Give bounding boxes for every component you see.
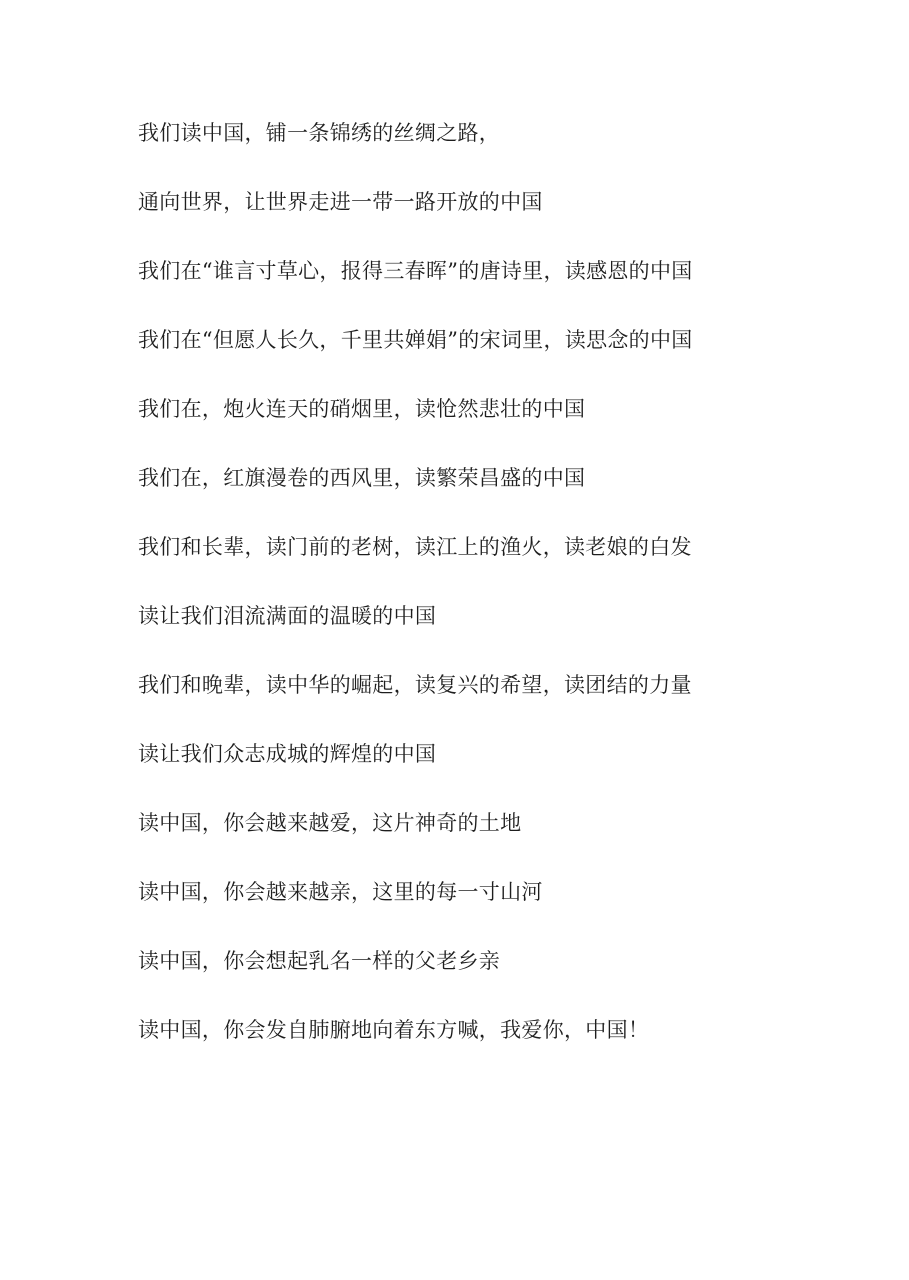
poem-line: 读中国，你会越来越亲，这里的每一寸山河 [138, 880, 543, 904]
poem-body [138, 120, 693, 1086]
poem-line: 读让我们众志成城的辉煌的中国 [138, 742, 437, 766]
poem-line: 读中国，你会发自肺腑地向着东方喊，我爱你，中国！ [138, 1018, 650, 1042]
poem-line: 我们在，红旗漫卷的西风里，读繁荣昌盛的中国 [138, 466, 586, 490]
poem-line: 我们在“但愿人长久，千里共婵娟”的宋词里，读思念的中国 [138, 328, 693, 352]
poem-line: 我们读中国，铺一条锦绣的丝绸之路， [138, 121, 501, 145]
poem-line: 我们在，炮火连天的硝烟里，读怆然悲壮的中国 [138, 397, 586, 421]
poem-line: 我们和长辈，读门前的老树，读江上的渔火，读老娘的白发 [138, 535, 692, 559]
poem-line: 我们和晚辈，读中华的崛起，读复兴的希望，读团结的力量 [138, 673, 692, 697]
poem-line: 我们在“谁言寸草心，报得三春晖”的唐诗里，读感恩的中国 [138, 259, 693, 283]
poem-line: 读中国，你会想起乳名一样的父老乡亲 [138, 949, 501, 973]
poem-line: 通向世界，让世界走进一带一路开放的中国 [138, 190, 543, 214]
poem-line: 读让我们泪流满面的温暖的中国 [138, 604, 437, 628]
poem-line: 读中国，你会越来越爱，这片神奇的土地 [138, 811, 522, 835]
